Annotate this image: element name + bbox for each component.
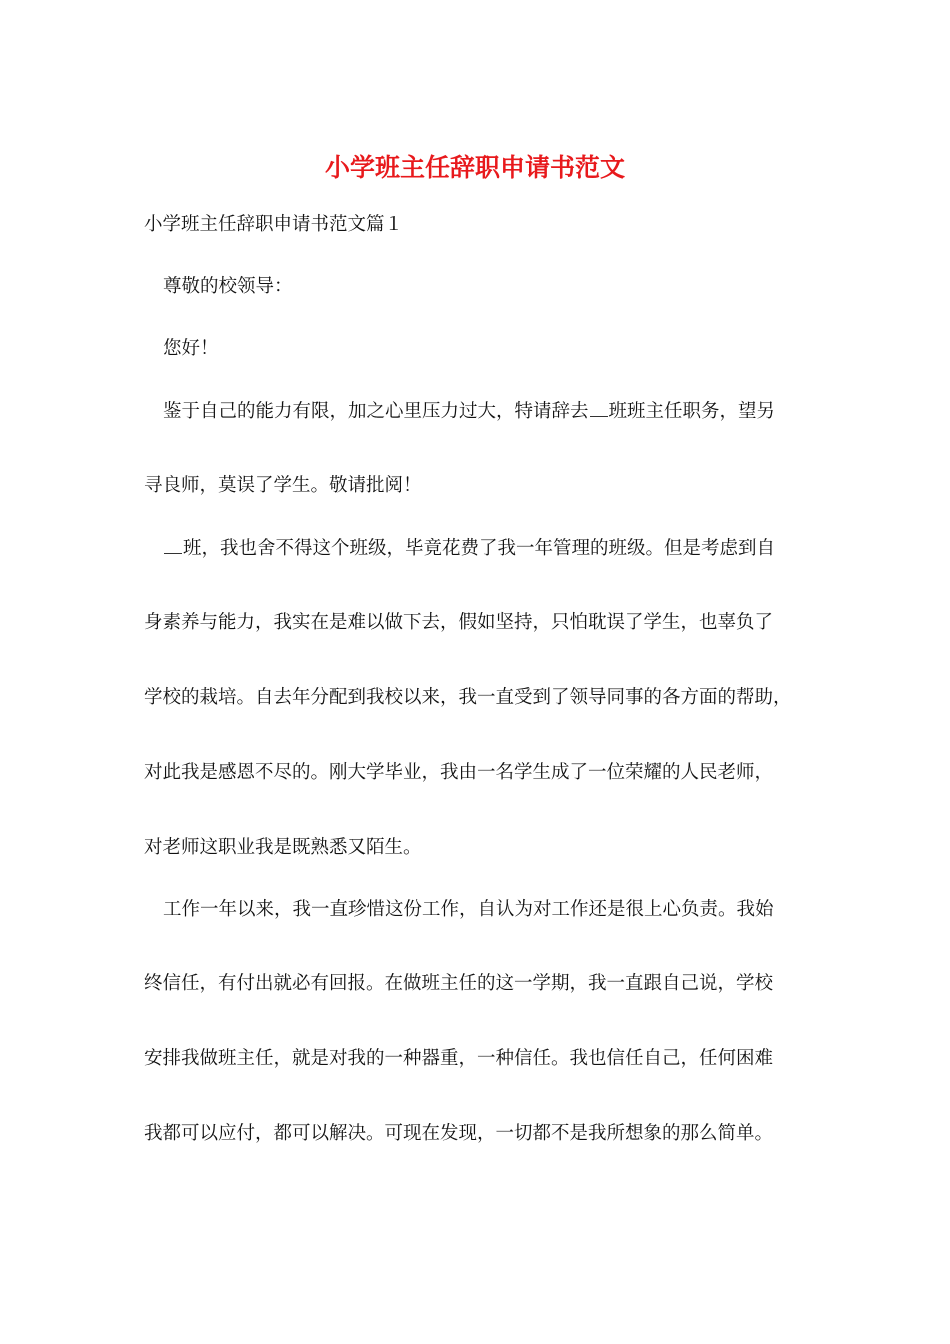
class-name-blank [590, 400, 608, 417]
paragraph-2-line-1 [163, 536, 775, 562]
paragraph-3-line-2: 终信任，有付出就必有回报。在做班主任的这一学期，我一直跟自己说，学校 [144, 973, 774, 994]
paragraph-3-line-3: 安排我做班主任，就是对我的一种器重，一种信任。我也信任自己，任何困难 [144, 1048, 774, 1069]
greeting: 您好！ [163, 338, 219, 359]
paragraph-3-line-1: 工作一年以来，我一直珍惜这份工作，自认为对工作还是很上心负责。我始 [163, 899, 774, 920]
subtitle: 小学班主任辞职申请书范文篇１ [144, 214, 404, 235]
paragraph-1-text-b: 班班主任职务，望另 [608, 401, 776, 422]
paragraph-1-line-1 [163, 399, 775, 425]
paragraph-2-text: 班，我也舍不得这个班级，毕竟花费了我一年管理的班级。但是考虑到自 [183, 538, 776, 559]
paragraph-2-line-2: 身素养与能力，我实在是难以做下去，假如坚持，只怕耽误了学生，也辜负了 [144, 612, 774, 633]
paragraph-2-line-4: 对此我是感恩不尽的。刚大学毕业，我由一名学生成了一位荣耀的人民老师， [144, 762, 774, 783]
class-name-blank [164, 537, 182, 554]
salutation: 尊敬的校领导： [163, 276, 293, 297]
paragraph-3-line-4: 我都可以应付，都可以解决。可现在发现，一切都不是我所想象的那么简单。 [144, 1123, 774, 1144]
paragraph-2-line-5: 对老师这职业我是既熟悉又陌生。 [144, 837, 422, 858]
paragraph-2-line-3: 学校的栽培。自去年分配到我校以来，我一直受到了领导同事的各方面的帮助， [144, 687, 792, 708]
paragraph-1-text-a: 鉴于自己的能力有限，加之心里压力过大，特请辞去 [163, 401, 589, 422]
document-title: 小学班主任辞职申请书范文 [324, 153, 625, 182]
paragraph-1-line-2: 寻良师，莫误了学生。敬请批阅！ [144, 475, 422, 496]
